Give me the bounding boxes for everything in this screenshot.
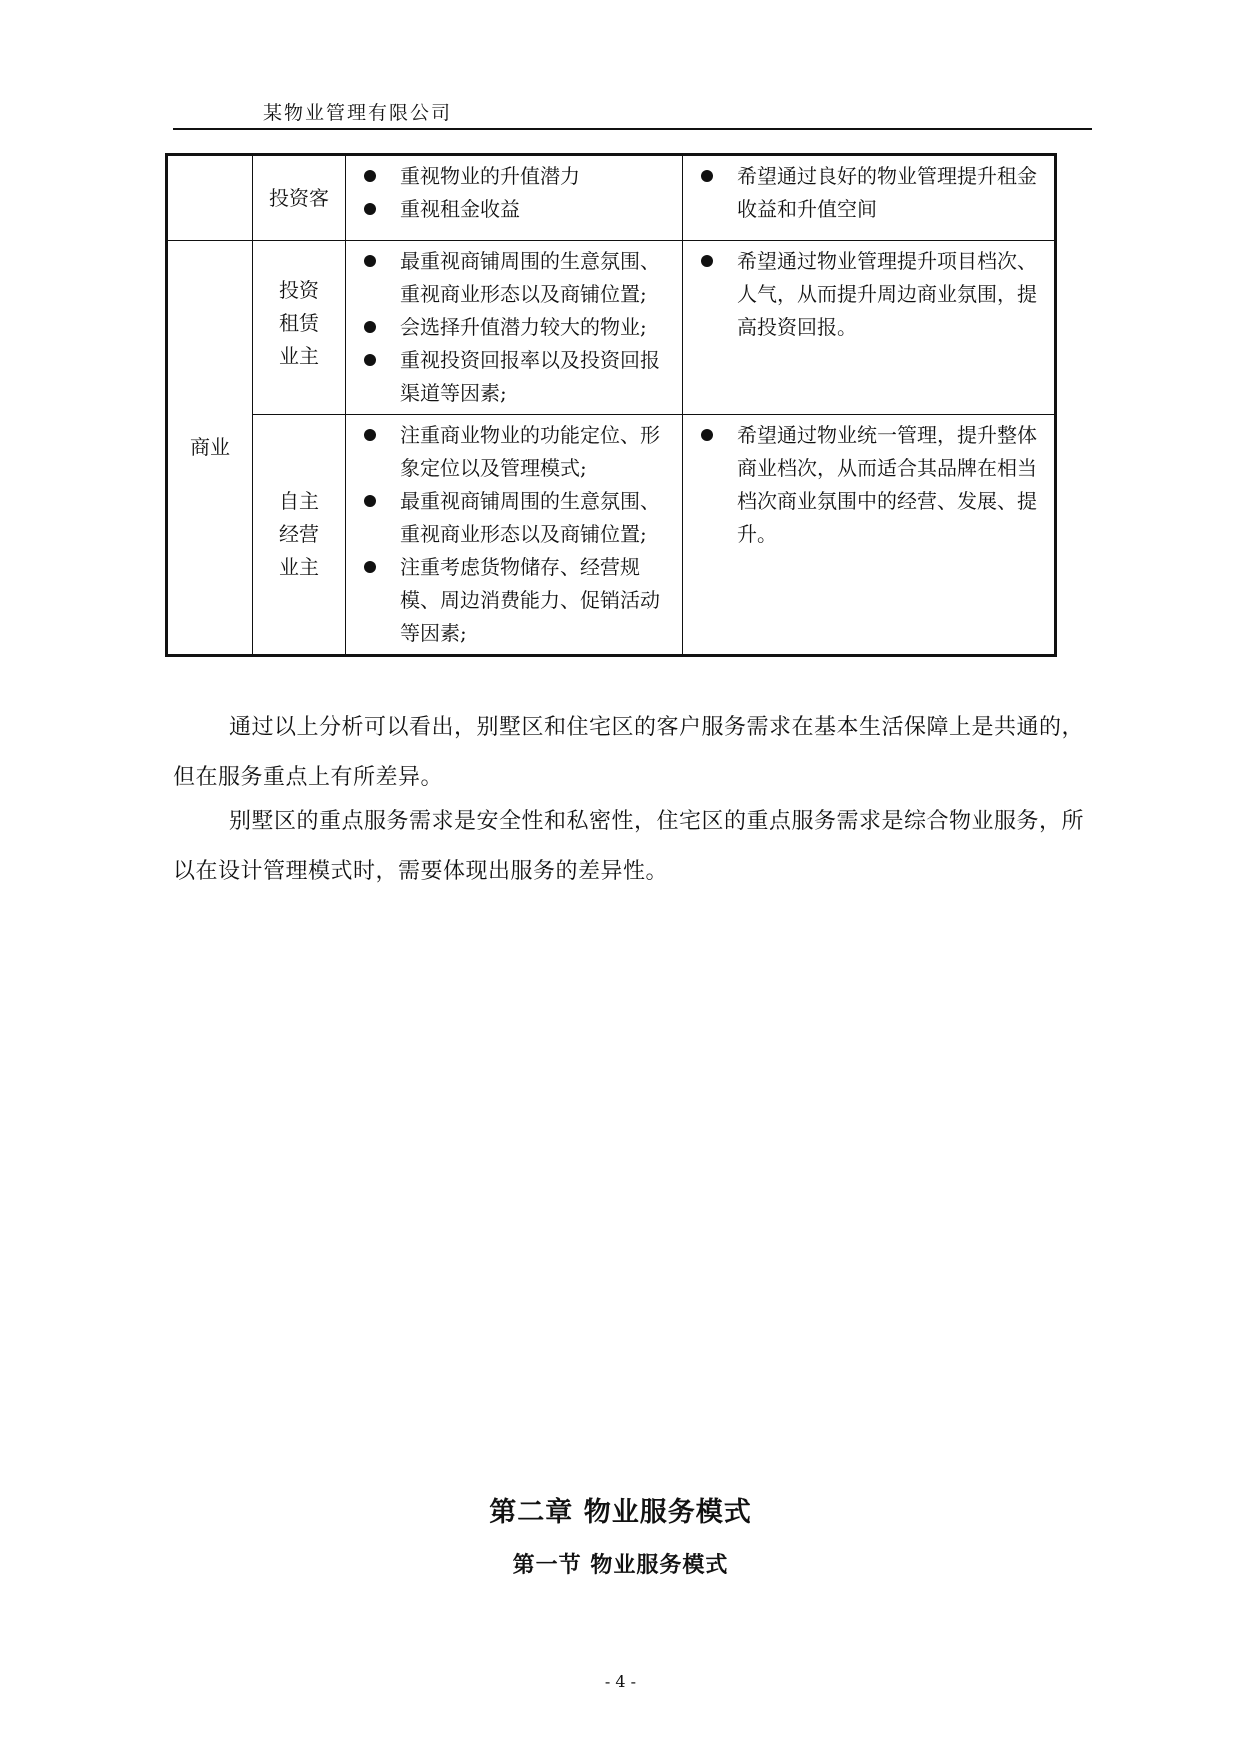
list-item: 最重视商铺周围的生意氛围、重视商业形态以及商铺位置;	[356, 245, 674, 311]
needs-cell	[346, 155, 683, 241]
list-item: 希望通过物业管理提升项目档次、人气，从而提升周边商业氛围，提高投资回报。	[693, 245, 1046, 344]
list-item: 希望通过良好的物业管理提升租金收益和升值空间	[693, 160, 1046, 226]
table-row	[167, 241, 1056, 415]
category-cell: 商业	[167, 241, 253, 656]
subcategory-label: 自主经营业主	[279, 489, 319, 579]
needs-cell	[346, 415, 683, 656]
list-item: 重视投资回报率以及投资回报渠道等因素;	[356, 344, 674, 410]
list-item: 注重商业物业的功能定位、形象定位以及管理模式;	[356, 419, 674, 485]
list-item: 重视租金收益	[356, 193, 674, 226]
expectation-cell	[683, 241, 1056, 415]
table-row	[167, 415, 1056, 656]
customer-needs-table	[165, 153, 1057, 657]
chapter-title: 第二章 物业服务模式	[489, 1497, 752, 1528]
expectation-cell	[683, 415, 1056, 656]
list-item: 会选择升值潜力较大的物业;	[356, 311, 674, 344]
needs-cell	[346, 241, 683, 415]
list-item: 希望通过物业统一管理，提升整体商业档次，从而适合其品牌在相当档次商业氛围中的经营、发展、提升。	[693, 419, 1046, 551]
subcategory-cell: 投资客	[253, 155, 346, 241]
list-item: 最重视商铺周围的生意氛围、重视商业形态以及商铺位置;	[356, 485, 674, 551]
list-item: 注重考虑货物储存、经营规模、周边消费能力、促销活动等因素;	[356, 551, 674, 650]
subcategory-cell	[253, 241, 346, 415]
table-row	[167, 155, 1056, 241]
category-cell-empty	[167, 155, 253, 241]
list-item: 重视物业的升值潜力	[356, 160, 674, 193]
subcategory-label: 投资租赁业主	[279, 278, 319, 368]
header-company-name: 某物业管理有限公司	[263, 102, 453, 124]
section-title: 第一节 物业服务模式	[512, 1552, 729, 1578]
expectation-cell	[683, 155, 1056, 241]
body-paragraph: 通过以上分析可以看出，别墅区和住宅区的客户服务需求在基本生活保障上是共通的，但在服务重点上有所差异。	[173, 715, 1085, 790]
subcategory-cell	[253, 415, 346, 656]
page-header	[173, 96, 1092, 130]
body-paragraph: 别墅区的重点服务需求是安全性和私密性，住宅区的重点服务需求是综合物业服务，所以在设计管理模式时，需要体现出服务的差异性。	[173, 809, 1085, 884]
page-number: - 4 -	[604, 1672, 637, 1691]
